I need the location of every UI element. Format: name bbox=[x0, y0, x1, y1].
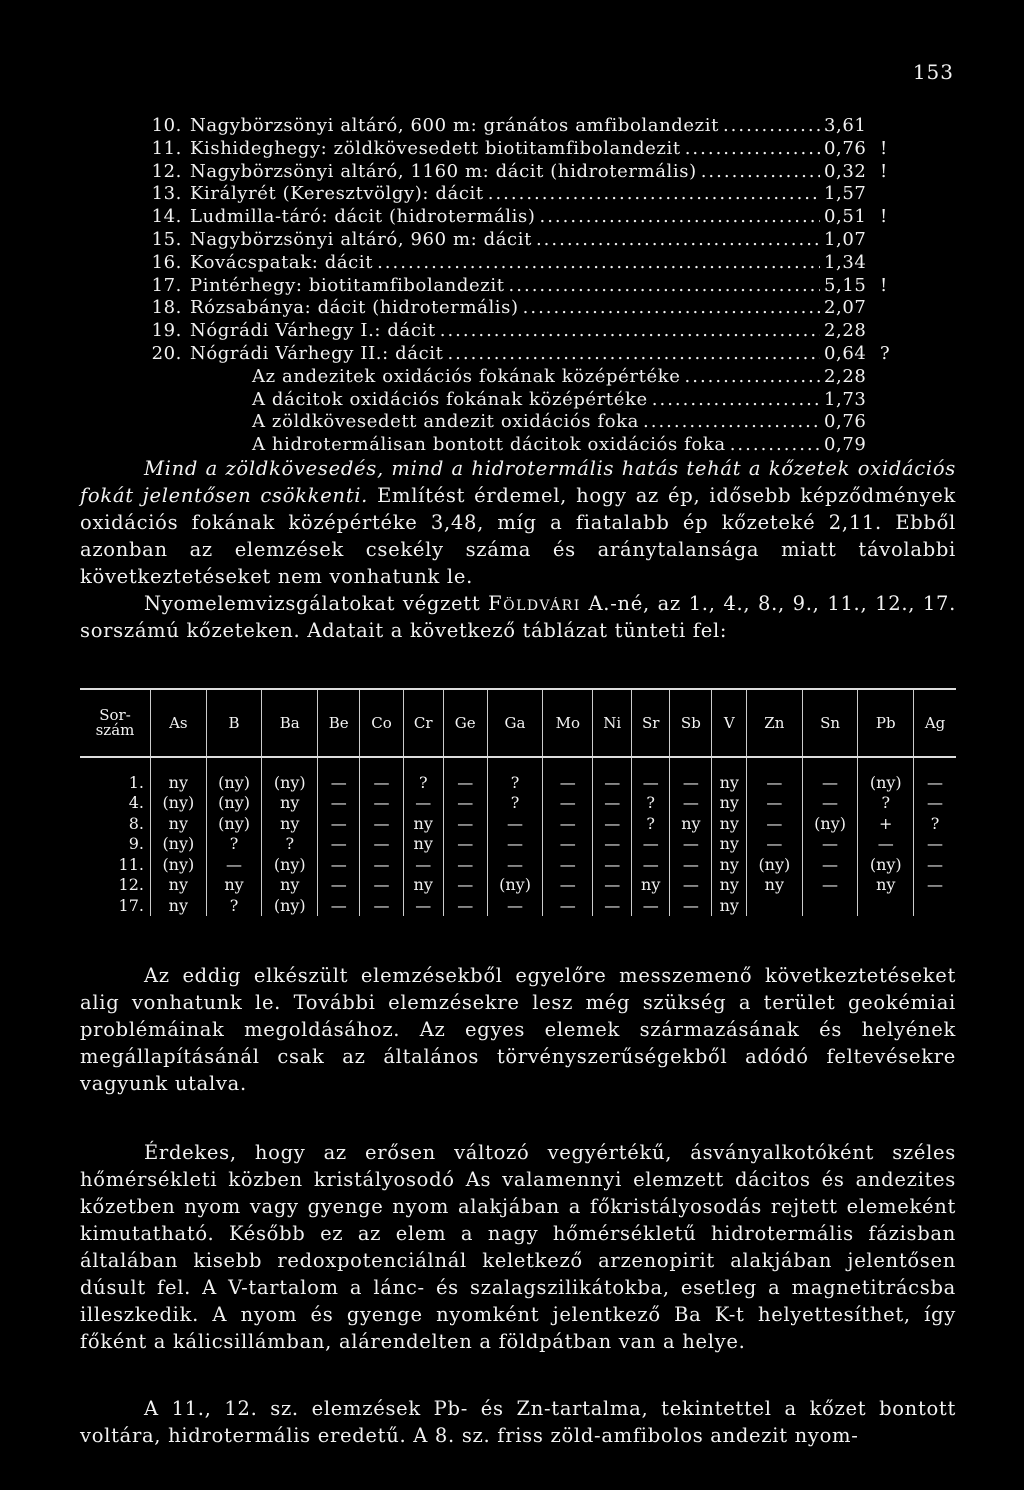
table-cell: — bbox=[914, 875, 956, 896]
paragraph-oxidation-summary bbox=[80, 455, 956, 590]
item-value: 0,51 bbox=[824, 206, 867, 228]
table-cell: (ny) bbox=[858, 757, 914, 793]
table-cell: (ny) bbox=[206, 793, 262, 814]
average-value: 0,79 bbox=[824, 434, 867, 456]
item-value: 5,15 bbox=[824, 274, 867, 296]
table-cell: — bbox=[543, 834, 593, 855]
row-number: 4. bbox=[128, 793, 144, 813]
table-cell: (ny) bbox=[206, 813, 262, 834]
table-cell: — bbox=[360, 834, 403, 855]
average-value: 0,76 bbox=[824, 411, 867, 433]
table-cell: — bbox=[593, 854, 632, 875]
column-header-co: Co bbox=[360, 689, 403, 757]
leader-dots bbox=[643, 411, 820, 434]
table-cell: — bbox=[747, 793, 803, 814]
column-header-sn: Sn bbox=[802, 689, 858, 757]
table-cell: — bbox=[914, 793, 956, 814]
column-header-be: Be bbox=[318, 689, 360, 757]
list-item bbox=[138, 183, 898, 206]
table-cell: — bbox=[914, 854, 956, 875]
average-item bbox=[138, 411, 898, 434]
table-cell: (ny) bbox=[262, 757, 318, 793]
table-cell: ny bbox=[151, 895, 207, 916]
table-cell: — bbox=[318, 813, 360, 834]
item-label: Királyrét (Keresztvölgy): dácit bbox=[190, 183, 484, 205]
list-item bbox=[138, 161, 898, 184]
table-cell: (ny) bbox=[151, 793, 207, 814]
column-header-ag: Ag bbox=[914, 689, 956, 757]
table-cell: — bbox=[632, 757, 670, 793]
paragraph-text: Említést érdemel, hogy az ép, idősebb képződmények oxidációs fokának középértéke 3,48, míg a fiatalabb ép kőzeteké 2,11. Ebből azonban az elemzések csekély száma és aránytalansága miatt távolabbi következtetéseket nem vonhatunk le. bbox=[80, 484, 956, 588]
table-cell: ny bbox=[747, 875, 803, 896]
table-cell: ? bbox=[487, 757, 543, 793]
table-cell: ? bbox=[632, 813, 670, 834]
paragraph-trace-elements: Nyomelemvizsgálatokat végzett Földvári A.-né, az 1., 4., 8., 9., 11., 12., 17. sorszámú kőzeteken. Adatait a következő táblázat tünteti fel: bbox=[80, 592, 956, 642]
leader-dots bbox=[440, 320, 820, 343]
row-number: 11. bbox=[118, 854, 144, 874]
table-cell: (ny) bbox=[262, 854, 318, 875]
table-cell: ny bbox=[712, 757, 747, 793]
leader-dots bbox=[377, 252, 820, 275]
table-cell: — bbox=[593, 813, 632, 834]
table-cell: — bbox=[670, 854, 712, 875]
table-cell: + bbox=[858, 813, 914, 834]
italic-statement: Mind a zöldkövesedés, mind a hidrotermális hatás tehát a kőzetek oxidációs fokát jelentősen csökkenti. bbox=[80, 457, 956, 507]
table-cell: ny bbox=[403, 813, 443, 834]
table-cell: — bbox=[747, 813, 803, 834]
item-number: 11. bbox=[151, 137, 182, 159]
table-cell: — bbox=[802, 854, 858, 875]
table-cell: ny bbox=[403, 834, 443, 855]
column-header-mo: Mo bbox=[543, 689, 593, 757]
table-cell: — bbox=[318, 757, 360, 793]
list-item bbox=[138, 229, 898, 252]
table-cell: — bbox=[670, 895, 712, 916]
table-cell: — bbox=[360, 875, 403, 896]
average-label: A dácitok oxidációs fokának középértéke bbox=[252, 388, 648, 410]
paragraph-arsenic: Érdekes, hogy az erősen változó vegyértékű, ásványalkotóként széles hőmérsékleti közben kristályosodó As valamennyi elemzett dácitos és andezites kőzetben nyom vagy gyenge nyom alakjában a főkristályosodás rejtett elemeként kimutatható. Később ez az elem a nagy hőmérsékletű hidrotermális fázisban általában kisebb redoxpotenciálnál keletkező arzenopirit alakjában jelentősen dúsult fel. A V-tartalom a lánc- és szalagszilikátokba, esetleg a magnetitrácsba illeszkedik. A nyom és gyenge nyomként jelentkező Ba K-t helyettesíthet, így főként a kálicsillámban, alárendelten a földpátban van a helye. bbox=[80, 1141, 956, 1353]
table-cell: — bbox=[747, 834, 803, 855]
table-cell: — bbox=[914, 757, 956, 793]
leader-dots bbox=[539, 206, 820, 229]
table-row bbox=[80, 895, 956, 916]
table-cell: ny bbox=[712, 854, 747, 875]
leader-dots bbox=[447, 343, 820, 366]
list-item bbox=[138, 343, 898, 366]
table-cell: — bbox=[802, 793, 858, 814]
average-label: A zöldkövesedett andezit oxidációs foka bbox=[252, 411, 640, 433]
table-cell: — bbox=[360, 813, 403, 834]
average-value: 2,28 bbox=[824, 365, 867, 387]
table-cell: — bbox=[670, 793, 712, 814]
table-cell: — bbox=[360, 757, 403, 793]
table-cell: — bbox=[443, 793, 487, 814]
row-number: 9. bbox=[128, 834, 144, 854]
item-value: 0,32 bbox=[824, 160, 867, 182]
table-cell: (ny) bbox=[858, 854, 914, 875]
table-cell: — bbox=[914, 834, 956, 855]
table-cell: — bbox=[443, 854, 487, 875]
item-flag: ! bbox=[880, 160, 888, 182]
table-cell: (ny) bbox=[151, 834, 207, 855]
item-label: Ludmilla-táró: dácit (hidrotermális) bbox=[190, 206, 536, 228]
leader-dots bbox=[488, 183, 820, 206]
table-cell: — bbox=[543, 757, 593, 793]
column-header-cr: Cr bbox=[403, 689, 443, 757]
table-cell: ny bbox=[151, 875, 207, 896]
item-value: 0,76 bbox=[824, 137, 867, 159]
table-cell: ? bbox=[858, 793, 914, 814]
table-cell: — bbox=[403, 793, 443, 814]
average-item bbox=[138, 434, 898, 457]
column-header-zn: Zn bbox=[747, 689, 803, 757]
item-number: 20. bbox=[151, 342, 182, 364]
average-label: A hidrotermálisan bontott dácitok oxidációs foka bbox=[252, 434, 726, 456]
table-row bbox=[80, 875, 956, 896]
list-item bbox=[138, 138, 898, 161]
table-cell: ? bbox=[632, 793, 670, 814]
average-label: Az andezitek oxidációs fokának középértéke bbox=[252, 365, 681, 387]
item-label: Kovácspatak: dácit bbox=[190, 251, 374, 273]
table-cell: ny bbox=[632, 875, 670, 896]
leader-dots bbox=[652, 389, 820, 412]
item-flag: ! bbox=[880, 137, 888, 159]
item-value: 1,07 bbox=[824, 228, 867, 250]
item-number: 14. bbox=[151, 206, 182, 228]
table-cell: (ny) bbox=[487, 875, 543, 896]
item-value: 2,28 bbox=[824, 320, 867, 342]
list-item bbox=[138, 252, 898, 275]
table-cell: ny bbox=[712, 875, 747, 896]
table-cell: — bbox=[858, 834, 914, 855]
table-cell: — bbox=[318, 875, 360, 896]
row-number: 12. bbox=[118, 875, 144, 895]
table-cell: — bbox=[487, 895, 543, 916]
table-row bbox=[80, 757, 956, 793]
item-value: 1,34 bbox=[824, 251, 867, 273]
table-cell: (ny) bbox=[206, 757, 262, 793]
item-number: 12. bbox=[151, 160, 182, 182]
table-cell bbox=[802, 895, 858, 916]
table-cell: — bbox=[543, 793, 593, 814]
table-cell: — bbox=[487, 834, 543, 855]
table-cell: — bbox=[443, 875, 487, 896]
column-header-ga: Ga bbox=[487, 689, 543, 757]
page-number: 153 bbox=[912, 60, 954, 84]
table-cell: ny bbox=[670, 813, 712, 834]
header-sorszam: Sor- szám bbox=[80, 689, 151, 757]
table-cell: — bbox=[802, 757, 858, 793]
item-label: Nagybörzsönyi altáró, 1160 m: dácit (hidrotermális) bbox=[190, 160, 697, 182]
table-cell: — bbox=[802, 875, 858, 896]
table-header-row bbox=[80, 689, 956, 757]
leader-dots bbox=[523, 297, 820, 320]
table-cell: ny bbox=[262, 813, 318, 834]
table-cell: — bbox=[318, 895, 360, 916]
item-value: 3,61 bbox=[824, 115, 867, 136]
item-flag: ! bbox=[880, 206, 888, 228]
item-number: 16. bbox=[151, 251, 182, 273]
leader-dots bbox=[509, 275, 820, 298]
average-item bbox=[138, 389, 898, 412]
item-value: 2,07 bbox=[824, 297, 867, 319]
table-cell bbox=[747, 895, 803, 916]
table-cell bbox=[914, 895, 956, 916]
table-cell: — bbox=[360, 895, 403, 916]
table-cell: — bbox=[443, 895, 487, 916]
trace-element-table bbox=[80, 688, 956, 916]
table-cell: ? bbox=[206, 834, 262, 855]
table-cell: — bbox=[632, 895, 670, 916]
column-header-ni: Ni bbox=[593, 689, 632, 757]
table-cell: — bbox=[593, 895, 632, 916]
table-cell: — bbox=[487, 813, 543, 834]
table-cell: ny bbox=[712, 793, 747, 814]
row-number: 8. bbox=[128, 813, 144, 833]
table-cell: ? bbox=[914, 813, 956, 834]
item-flag: ? bbox=[880, 342, 891, 364]
author-name: Földvári bbox=[488, 592, 581, 615]
table-cell: — bbox=[443, 813, 487, 834]
table-cell: — bbox=[670, 834, 712, 855]
list-item bbox=[138, 297, 898, 320]
table-cell: ? bbox=[487, 793, 543, 814]
table-cell: ? bbox=[262, 834, 318, 855]
item-label: Kishideghegy: zöldkövesedett biotitamfibolandezit bbox=[190, 137, 681, 159]
item-number: 17. bbox=[151, 274, 182, 296]
item-label: Nógrádi Várhegy II.: dácit bbox=[190, 342, 444, 364]
list-item bbox=[138, 206, 898, 229]
table-cell: — bbox=[206, 854, 262, 875]
leader-dots bbox=[685, 138, 820, 161]
column-header-ge: Ge bbox=[443, 689, 487, 757]
table-cell: — bbox=[670, 875, 712, 896]
table-cell: ny bbox=[712, 895, 747, 916]
column-header-sr: Sr bbox=[632, 689, 670, 757]
column-header-as: As bbox=[151, 689, 207, 757]
table-cell: ny bbox=[151, 757, 207, 793]
column-header-pb: Pb bbox=[858, 689, 914, 757]
leader-dots bbox=[536, 229, 820, 252]
item-label: Nagybörzsönyi altáró, 600 m: gránátos amfibolandezit bbox=[190, 115, 719, 136]
item-label: Rózsabánya: dácit (hidrotermális) bbox=[190, 297, 519, 319]
list-item bbox=[138, 115, 898, 138]
table-cell: — bbox=[360, 793, 403, 814]
leader-dots bbox=[701, 161, 820, 184]
row-number: 17. bbox=[118, 895, 144, 915]
table-cell: ny bbox=[712, 834, 747, 855]
table-cell: — bbox=[487, 854, 543, 875]
table-row bbox=[80, 793, 956, 814]
table-cell: — bbox=[632, 834, 670, 855]
table-cell bbox=[858, 895, 914, 916]
table-cell: (ny) bbox=[262, 895, 318, 916]
item-label: Nógrádi Várhegy I.: dácit bbox=[190, 320, 436, 342]
table-cell: (ny) bbox=[151, 854, 207, 875]
table-cell: — bbox=[443, 757, 487, 793]
item-value: 1,57 bbox=[824, 183, 867, 205]
table-row bbox=[80, 813, 956, 834]
average-item bbox=[138, 366, 898, 389]
table-cell: ny bbox=[262, 875, 318, 896]
row-number: 1. bbox=[128, 772, 144, 792]
item-flag: ! bbox=[880, 274, 888, 296]
table-cell: ny bbox=[858, 875, 914, 896]
item-label: Nagybörzsönyi altáró, 960 m: dácit bbox=[190, 228, 532, 250]
table-cell: — bbox=[318, 854, 360, 875]
table-cell: ? bbox=[403, 757, 443, 793]
item-label: Pintérhegy: biotitamfibolandezit bbox=[190, 274, 505, 296]
leader-dots bbox=[723, 115, 820, 138]
table-cell: (ny) bbox=[802, 813, 858, 834]
leader-dots bbox=[730, 434, 820, 457]
item-number: 13. bbox=[151, 183, 182, 205]
table-cell: ny bbox=[206, 875, 262, 896]
table-row bbox=[80, 834, 956, 855]
item-number: 19. bbox=[151, 320, 182, 342]
table-cell: — bbox=[543, 813, 593, 834]
table-cell: — bbox=[593, 793, 632, 814]
table-cell: ? bbox=[206, 895, 262, 916]
column-header-ba: Ba bbox=[262, 689, 318, 757]
oxidation-list bbox=[138, 115, 898, 457]
item-number: 10. bbox=[151, 115, 182, 136]
list-item bbox=[138, 275, 898, 298]
table-cell: ny bbox=[403, 875, 443, 896]
table-cell: ny bbox=[262, 793, 318, 814]
table-cell: — bbox=[318, 834, 360, 855]
table-cell: — bbox=[543, 854, 593, 875]
paragraph-pb-zn: A 11., 12. sz. elemzések Pb- és Zn-tartalma, tekintettel a kőzet bontott voltára, hidrotermális eredetű. A 8. sz. friss zöld-amfibolos andezit nyom- bbox=[80, 1397, 956, 1447]
paragraph-conclusions: Az eddig elkészült elemzésekből egyelőre messzemenő következtetéseket alig vonhatunk le. További elemzésekre lesz még szükség a terület geokémiai problémáinak megoldásához. Az egyes elemek származásának és helyének megállapításánál csak az általános törvényszerűségekből adódó feltevésekre vagyunk utalva. bbox=[80, 964, 956, 1095]
table-cell: — bbox=[593, 875, 632, 896]
item-value: 0,64 bbox=[824, 342, 867, 364]
leader-dots bbox=[685, 366, 821, 389]
list-item bbox=[138, 320, 898, 343]
table-cell: (ny) bbox=[747, 854, 803, 875]
table-cell: ny bbox=[712, 813, 747, 834]
table-cell: ny bbox=[151, 813, 207, 834]
item-number: 15. bbox=[151, 228, 182, 250]
table-cell: — bbox=[593, 834, 632, 855]
table-cell: — bbox=[443, 834, 487, 855]
table-cell: — bbox=[403, 854, 443, 875]
table-row bbox=[80, 854, 956, 875]
table-cell: — bbox=[318, 793, 360, 814]
table-cell: — bbox=[543, 895, 593, 916]
table-cell: — bbox=[360, 854, 403, 875]
table-cell: — bbox=[593, 757, 632, 793]
column-header-sb: Sb bbox=[670, 689, 712, 757]
item-number: 18. bbox=[151, 297, 182, 319]
column-header-b: B bbox=[206, 689, 262, 757]
average-value: 1,73 bbox=[824, 388, 867, 410]
trace-element-table-container bbox=[80, 688, 956, 916]
table-cell: — bbox=[802, 834, 858, 855]
table-cell: — bbox=[632, 854, 670, 875]
table-cell: — bbox=[403, 895, 443, 916]
table-cell: — bbox=[670, 757, 712, 793]
table-cell: — bbox=[543, 875, 593, 896]
table-cell: — bbox=[747, 757, 803, 793]
column-header-v: V bbox=[712, 689, 747, 757]
